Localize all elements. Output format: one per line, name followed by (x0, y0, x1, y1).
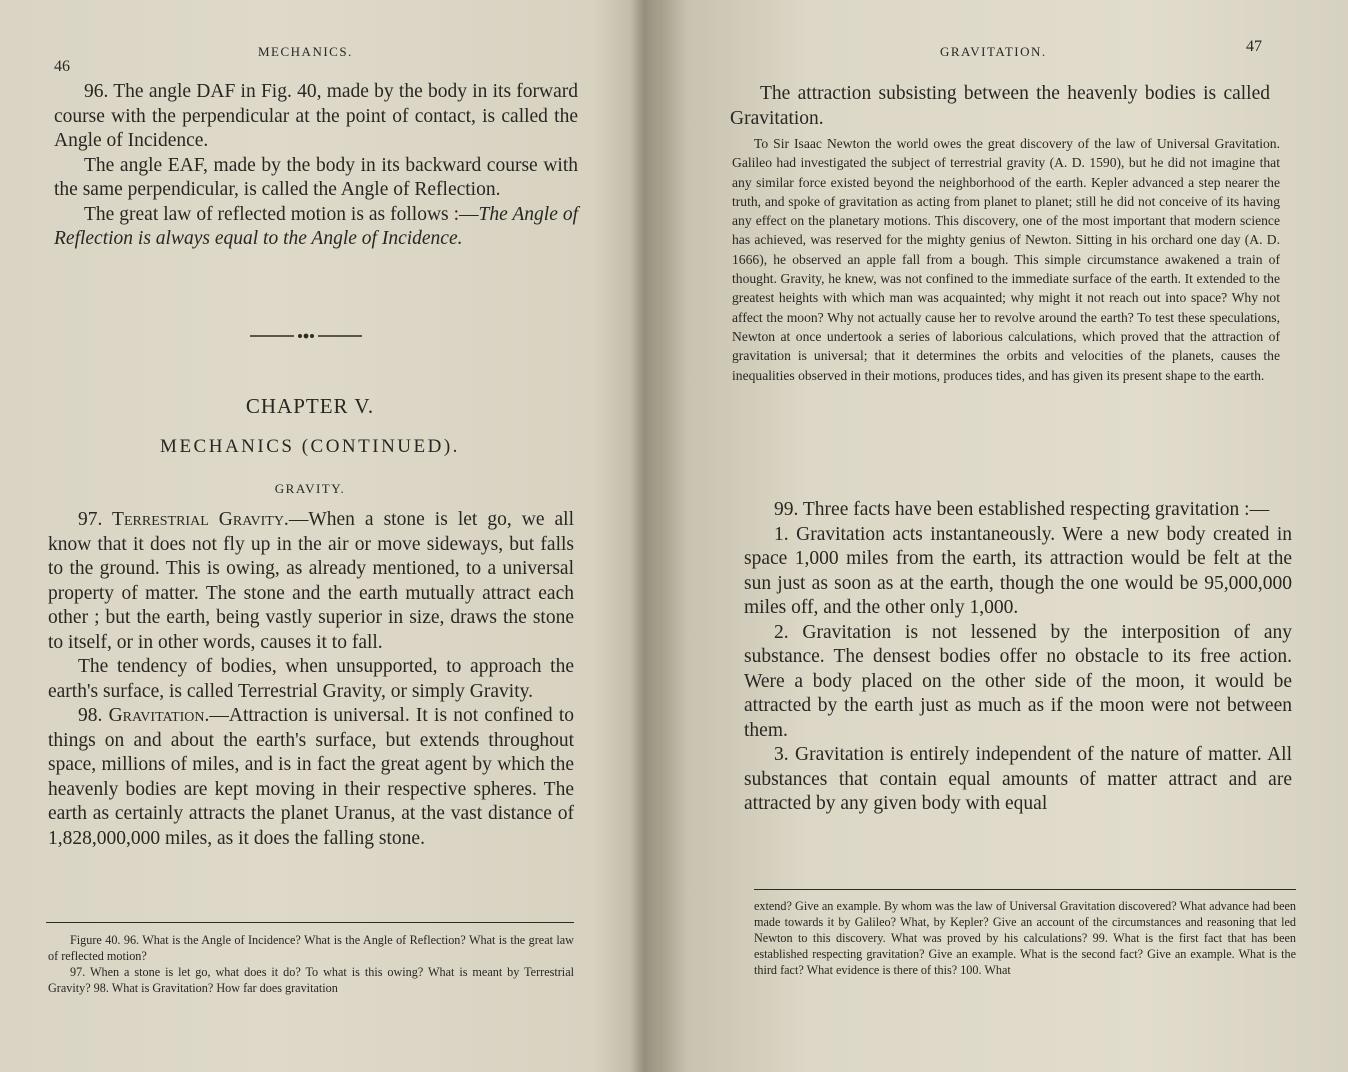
running-head-left: MECHANICS. (258, 44, 353, 59)
paragraph-96: 96. The angle DAF in Fig. 40, made by the body in its forward course with the perpendicular at the point of contact, is called the Angle of Incidence. (54, 81, 578, 151)
paragraph-terrestrial-gravity: The tendency of bodies, when unsupported, to approach the earth's surface, is called Terrestrial Gravity, or simply Gravity. (48, 656, 574, 702)
paragraph-98 (48, 704, 574, 851)
paragraph-reflection: The angle EAF, made by the body in its backward course with the same perpendicular, is called the Angle of Reflection. (54, 154, 578, 200)
paragraph-98-body: —Attraction is universal. It is not confined to things on and about the earth's surface, but extends throughout space, millions of miles, and is in fact the great agent by which the heavenly bodies are kept moving in their respective spheres. The earth as certainly attracts the planet Uranus, at the vast distance of 1,828,000,000 miles, as it does the falling stone. (48, 705, 574, 849)
left-main-text (48, 508, 574, 851)
law-intro: The great law of reflected motion is as follows :— (84, 203, 479, 225)
review-questions-right: extend? Give an example. By whom was the law of Universal Gravitation discovered? What advance had been made towards it by Galileo? What, by Kepler? Give an account of the circumstances and reasoning that led Newton to this discovery. What was proved by his calculations? 99. What is the first fact that has been established respecting gravitation? Give an example. What is the second fact? Give an example. What is the third fact? What evidence is there of this? 100. What (754, 899, 1296, 977)
newton-note: To Sir Isaac Newton the world owes the great discovery of the law of Universal Gravitation. Galileo had investigated the subject of terrestrial gravity (A. D. 1590), but he did not imagine that any similar force existed beyond the neighborhood of the earth. Kepler advanced a step nearer the truth, and spoke of gravitation as acting from planet to planet; still he did not conceive of its having any effect on the planetary motions. This discovery, one of the most important that modern science has achieved, was reserved for the mighty genius of Newton. Sitting in his orchard one day (A. D. 1666), he observed an apple fall from a bough. This simple circumstance awakened a train of thought. Gravity, he knew, was not confined to the immediate surface of the earth. It extended to the greatest heights with which man was acquainted; why might it not reach out into space? Why not affect the moon? Why not actually cause her to revolve around the earth? To test these speculations, Newton at once undertook a series of laborious calculations, which proved that the attraction of gravitation is universal; that it determines the orbits and velocities of the planets, causes the inequalities observed in their motions, produces tides, and has given its present shape to the earth. (732, 136, 1280, 383)
footnote-rule-right (754, 889, 1296, 890)
chapter-title: MECHANICS (CONTINUED). (160, 436, 460, 457)
fact-1: 1. Gravitation acts instantaneously. Were a new body created in space 1,000 miles from the earth, its attraction would be felt at the sun just as soon as at the earth, though the one would be 95,000,000 miles off, and the other only 1,000. (744, 523, 1292, 618)
paragraph-98-heading: 98. Gravitation. (78, 705, 210, 726)
footnote-rule-left (46, 922, 574, 923)
left-top-text (54, 80, 578, 252)
paragraph-law (54, 203, 578, 252)
left-page (0, 0, 640, 1072)
page-number-right: 47 (1246, 38, 1262, 55)
law-statement: The Angle of Reflection is always equal to the Angle of Incidence. (54, 203, 578, 249)
right-main-text (744, 498, 1292, 817)
running-head-right: GRAVITATION. (940, 44, 1047, 59)
chapter-number: CHAPTER V. (245, 394, 375, 418)
paragraph-97-heading: 97. Terrestrial Gravity. (78, 509, 289, 530)
page-number-left: 46 (54, 58, 70, 75)
question-block: Figure 40. 96. What is the Angle of Incidence? What is the Angle of Reflection? What is the great law of reflected motion? (48, 933, 574, 963)
fact-2: 2. Gravitation is not lessened by the interposition of any substance. The densest bodies offer no obstacle to its free action. Were a body placed on the other side of the moon, it would be attracted by the earth just as much as if the moon were not between them. (744, 621, 1292, 741)
paragraph-99: 99. Three facts have been established respecting gravitation :— (774, 499, 1270, 520)
right-page (650, 0, 1348, 1072)
fact-3: 3. Gravitation is entirely independent of the nature of matter. All substances that contain equal amounts of matter attract and are attracted by any given body with equal (744, 744, 1292, 814)
paragraph-97 (48, 508, 574, 655)
question-block: 97. When a stone is let go, what does it do? To what is this owing? What is meant by Terrestrial Gravity? 98. What is Gravitation? How far does gravitation (48, 965, 574, 995)
gravitation-definition: The attraction subsisting between the heavenly bodies is called Gravitation. (730, 83, 1270, 129)
review-questions-left (48, 932, 574, 996)
section-title: GRAVITY. (274, 481, 346, 496)
section-divider-ornament (250, 330, 362, 342)
paragraph-97-body: —When a stone is let go, we all know that it does not fly up in the air or move sideways, but falls to the ground. This is owing, as already mentioned, to a universal property of matter. The stone and the earth mutually attract each other ; but the earth, being vastly superior in size, draws the stone to itself, or in other words, causes it to fall. (48, 509, 574, 653)
